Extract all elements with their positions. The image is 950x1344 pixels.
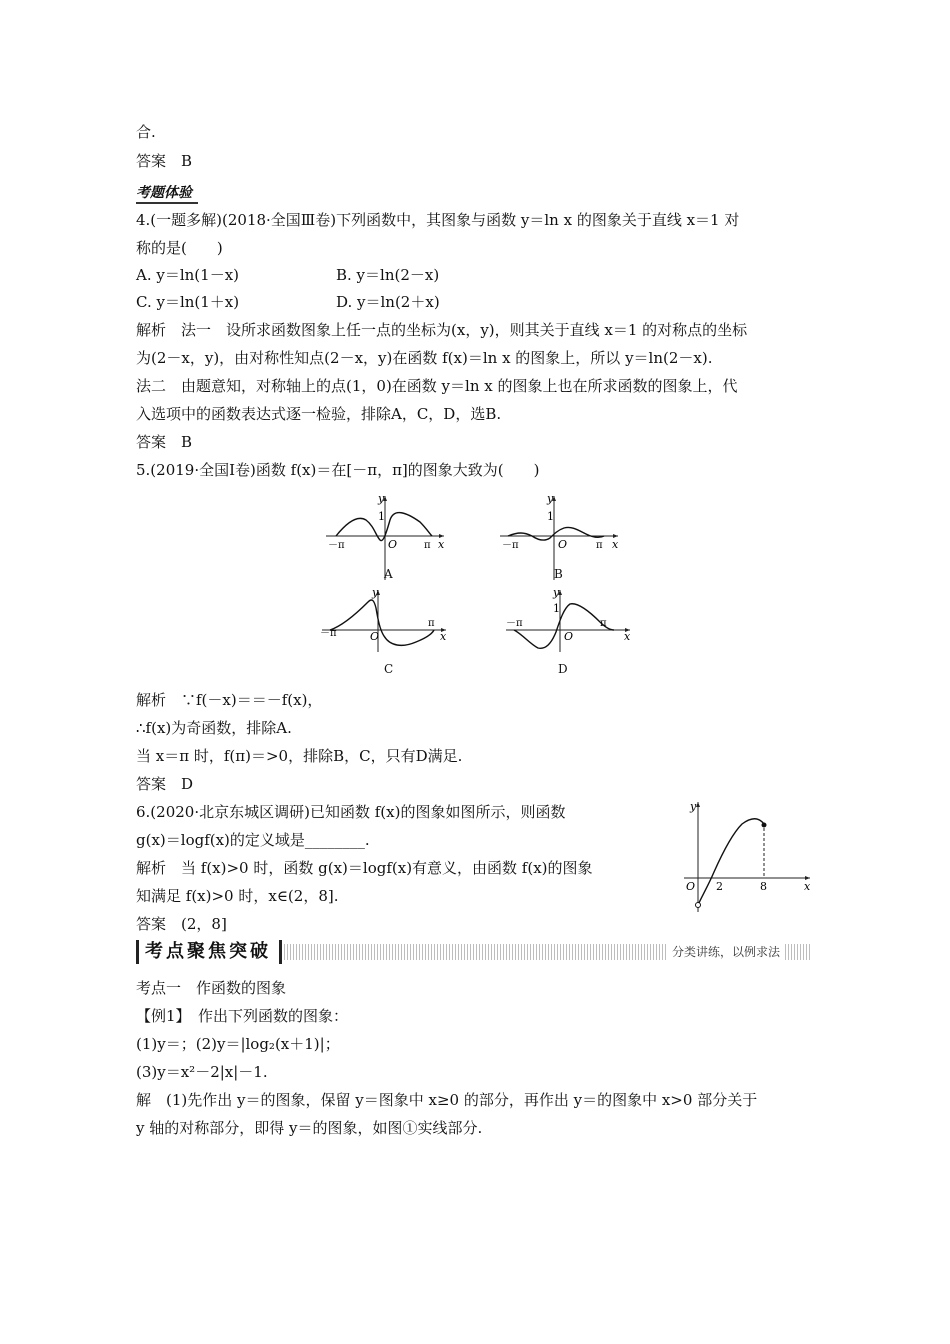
figure-label-a: A	[384, 567, 393, 581]
tick-8: 8	[760, 880, 767, 893]
graph-d	[500, 586, 636, 656]
figure-label-c: C	[384, 662, 394, 676]
question-5-line: 5.(2019·全国Ⅰ卷)函数 f(x)＝在[－π，π]的图象大致为( )	[136, 461, 540, 479]
banner-note: 分类讲练，以例求法	[668, 943, 784, 961]
x-axis-label: x	[440, 630, 447, 643]
tick-pi: π	[600, 618, 607, 629]
tick-pi: π	[596, 540, 603, 551]
question-4-line-1: 4.(一题多解)(2018·全国Ⅲ卷)下列函数中，其图象与函数 y＝ln x 的图象关于直线 x＝1 对	[136, 211, 740, 229]
solution-line: 解 (1)先作出 y＝的图象，保留 y＝图象中 x≥0 的部分，再作出 y＝的图象中 x>0 部分关于	[136, 1091, 758, 1109]
y-axis-label: y	[372, 586, 379, 599]
answer-line: 答案 D	[136, 775, 194, 793]
tick-one: 1	[553, 602, 560, 615]
tick-neg-pi: －π	[502, 540, 519, 551]
answer-line: 答案 B	[136, 152, 193, 170]
text-line: 合.	[136, 123, 156, 141]
tick-neg-pi: －π	[328, 540, 345, 551]
tick-one: 1	[378, 510, 385, 523]
x-axis-label: x	[624, 630, 631, 643]
tick-neg-pi: －π	[320, 628, 337, 639]
origin-label: O	[370, 630, 380, 643]
y-axis-label: y	[547, 492, 554, 505]
solution-line: ∴f(x)为奇函数，排除A.	[136, 719, 292, 737]
example-line: (1)y＝；(2)y＝|log₂(x＋1)|；	[136, 1035, 340, 1053]
origin-label: O	[686, 880, 696, 893]
topic-heading: 考点一 作函数的图象	[136, 979, 287, 997]
answer-line: 答案 B	[136, 433, 193, 451]
solution-line: 解析 法一 设所求函数图象上任一点的坐标为(x，y)，则其关于直线 x＝1 的对称点的坐标	[136, 321, 748, 339]
example-heading: 【例1】 作出下列函数的图象：	[136, 1007, 349, 1025]
figure-label-b: B	[554, 567, 563, 581]
tick-pi: π	[424, 540, 431, 551]
solution-line: 知满足 f(x)>0 时，x∈(2，8].	[136, 887, 339, 905]
tick-pi: π	[428, 618, 435, 629]
solution-line: 当 x＝π 时，f(π)＝>0，排除B，C，只有D满足.	[136, 747, 463, 765]
x-axis-label: x	[612, 538, 619, 551]
origin-label: O	[388, 538, 398, 551]
example-line: (3)y＝x²－2|x|－1.	[136, 1063, 268, 1081]
question-6-line: g(x)＝logf(x)的定义域是________.	[136, 831, 370, 849]
option-a: A. y＝ln(1－x)	[136, 266, 240, 284]
solution-line: 法二 由题意知，对称轴上的点(1，0)在函数 y＝ln x 的图象上也在所求函数的图象上，代	[136, 377, 738, 395]
option-b: B. y＝ln(2－x)	[336, 266, 440, 284]
question-4-line-2: 称的是( )	[136, 239, 223, 257]
section-tag: 考题体验	[136, 184, 198, 204]
origin-label: O	[564, 630, 574, 643]
banner-title: 考点聚焦突破	[136, 940, 282, 964]
option-d: D. y＝ln(2＋x)	[336, 293, 440, 311]
x-axis-label: x	[438, 538, 445, 551]
solution-line: 入选项中的函数表达式逐一检验，排除A，C，D，选B.	[136, 405, 502, 423]
tick-one: 1	[547, 510, 554, 523]
question-6-line: 6.(2020·北京东城区调研)已知函数 f(x)的图象如图所示，则函数	[136, 803, 566, 821]
origin-label: O	[558, 538, 568, 551]
x-axis-label: x	[804, 880, 811, 893]
graph-q6	[680, 798, 814, 916]
y-axis-label: y	[553, 586, 560, 599]
tick-2: 2	[716, 880, 723, 893]
graph-c	[316, 586, 452, 656]
solution-line: 解析 当 f(x)>0 时，函数 g(x)＝logf(x)有意义，由函数 f(x)的图象	[136, 859, 593, 877]
solution-line: 解析 ∵f(－x)＝＝－f(x)，	[136, 691, 323, 709]
y-axis-label: y	[378, 492, 385, 505]
tick-neg-pi: －π	[506, 618, 523, 629]
section-banner	[136, 940, 812, 964]
solution-line: y 轴的对称部分，即得 y＝的图象，如图①实线部分.	[136, 1119, 483, 1137]
y-axis-label: y	[690, 800, 697, 813]
answer-line: 答案 (2，8]	[136, 915, 227, 933]
option-c: C. y＝ln(1＋x)	[136, 293, 240, 311]
solution-line: 为(2－x，y)，由对称性知点(2－x，y)在函数 f(x)＝ln x 的图象上，所以 y＝ln(2－x).	[136, 349, 713, 367]
figure-label-d: D	[558, 662, 568, 676]
